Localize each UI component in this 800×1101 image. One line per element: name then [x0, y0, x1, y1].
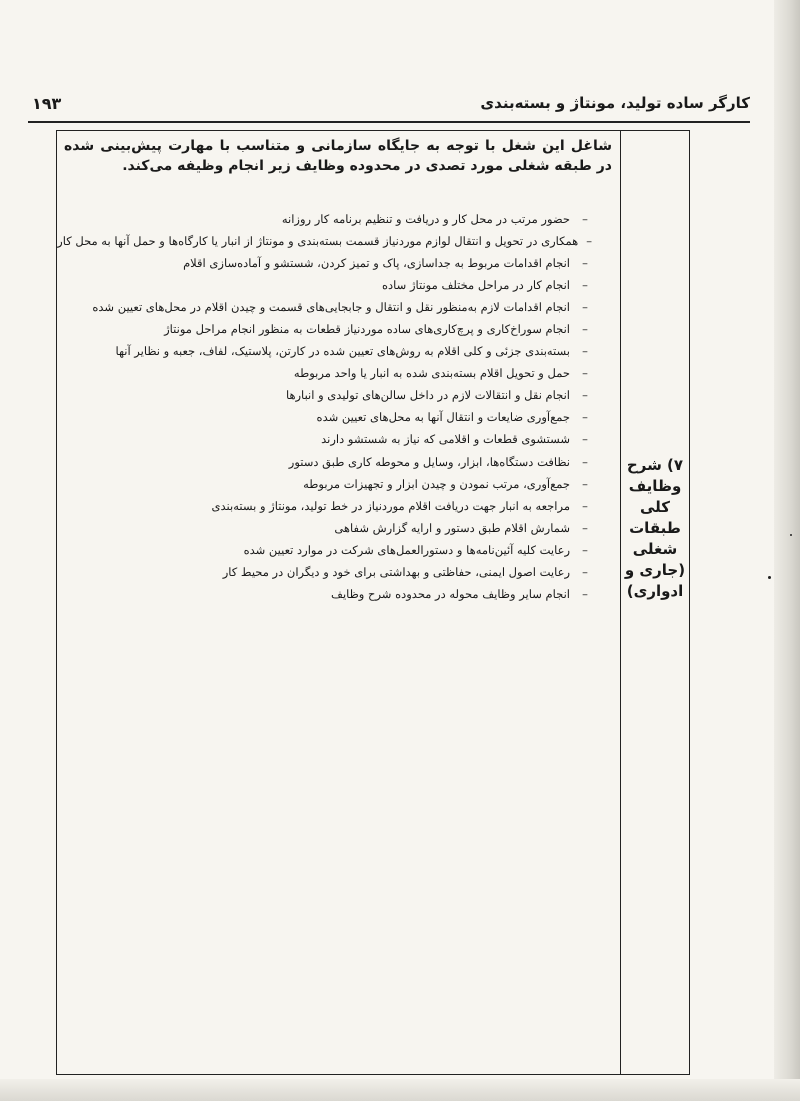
list-item [60, 340, 592, 362]
list-item [60, 274, 592, 296]
row-header-line: وظایف [628, 477, 682, 495]
list-item [60, 208, 592, 230]
duty-text: انجام اقدامات لازم به‌منظور نقل و انتقال و جابجایی‌های قسمت و چیدن اقلام در محل‌های تعیین شده [92, 300, 570, 315]
duty-text: انجام کار در مراحل مختلف مونتاژ ساده [382, 278, 570, 293]
bullet-dash: – [582, 212, 588, 226]
page-number: ۱۹۳ [32, 94, 62, 113]
duty-text: بسته‌بندی جزئی و کلی اقلام به روش‌های تعیین شده در کارتن، پلاستیک، لفاف، جعبه و نظایر آنها [115, 344, 570, 359]
duty-text: رعایت اصول ایمنی، حفاظتی و بهداشتی برای خود و دیگران در محیط کار [222, 564, 570, 579]
list-item [60, 495, 592, 517]
list-item [60, 252, 592, 274]
bullet-dash: – [582, 454, 588, 469]
list-item [60, 406, 592, 428]
bullet-dash: – [582, 476, 588, 491]
bullet-dash: – [582, 520, 588, 535]
bullet-dash: – [582, 366, 588, 381]
duty-text: مراجعه به انبار جهت دریافت اقلام موردنیاز در خط تولید، مونتاژ و بسته‌بندی [211, 498, 570, 513]
bullet-dash: – [586, 234, 592, 249]
duty-text: انجام سایر وظایف محوله در محدوده شرح وظایف [331, 586, 570, 601]
list-item [57, 230, 592, 252]
bullet-dash: – [582, 586, 588, 601]
duty-text: همکاری در تحویل و انتقال لوازم موردنیاز قسمت بسته‌بندی و مونتاژ از انبار یا کارگاه‌ها و حمل آنها به محل کار [57, 234, 579, 249]
list-item [60, 428, 592, 450]
list-item [60, 473, 592, 495]
bullet-dash: – [582, 278, 588, 293]
duty-text: جمع‌آوری، مرتب نمودن و چیدن ابزار و تجهیزات مربوطه [303, 476, 570, 491]
list-item [60, 539, 592, 561]
bullet-dash: – [582, 542, 588, 557]
list-item [60, 583, 592, 605]
row-header-job-duties [622, 455, 688, 602]
list-item [60, 362, 592, 384]
bullet-dash: – [582, 564, 588, 579]
duty-text: حضور مرتب در محل کار و دریافت و تنظیم برنامه کار روزانه [281, 212, 570, 226]
scan-shadow-right [774, 0, 800, 1101]
duty-text: حمل و تحویل اقلام بسته‌بندی شده به انبار یا واحد مربوطه [293, 366, 570, 381]
list-item [60, 384, 592, 406]
bullet-dash: – [582, 300, 588, 315]
duties-intro-paragraph: شاغل این شغل با توجه به جایگاه سازمانی و متناسب با مهارت پیش‌بینی شده در طبقه شغلی مورد تصدی در محدوده وظایف زیر انجام وظیفه می‌کند. [64, 138, 612, 174]
header-rule [28, 121, 750, 123]
bullet-dash: – [582, 410, 588, 425]
duty-text: جمع‌آوری ضایعات و انتقال آنها به محل‌های تعیین شده [316, 410, 570, 425]
row-header-line: طبقات [629, 519, 681, 537]
bullet-dash: – [582, 498, 588, 513]
duty-text: انجام اقدامات مربوط به جداسازی، پاک و تمیز کردن، شستشو و آماده‌سازی اقلام [183, 256, 570, 271]
list-item [60, 296, 592, 318]
duty-text: رعایت کلیه آئین‌نامه‌ها و دستورالعمل‌های شرکت در موارد تعیین شده [243, 542, 570, 557]
bullet-dash: – [582, 256, 588, 271]
row-header-line: شغلی [632, 540, 678, 558]
bullet-dash: – [582, 432, 588, 447]
scan-shadow-bottom [0, 1079, 800, 1101]
list-item [60, 318, 592, 340]
bullet-dash: – [582, 344, 588, 359]
row-header-line: کلی [639, 498, 671, 516]
scan-speck [790, 534, 792, 536]
list-item [60, 561, 592, 583]
table-column-divider [620, 130, 621, 1075]
list-item [60, 451, 592, 473]
scan-speck [768, 576, 771, 579]
row-header-line: (جاری و [624, 561, 686, 579]
page-header [28, 92, 752, 118]
list-item [60, 517, 592, 539]
row-header-line: ۷) شرح [626, 456, 684, 474]
duty-text: نظافت دستگاه‌ها، ابزار، وسایل و محوطه کاری طبق دستور [288, 454, 570, 469]
duty-text: انجام نقل و انتقالات لازم در داخل سالن‌های تولیدی و انبارها [285, 388, 570, 403]
header-title: کارگر ساده تولید، مونتاژ و بسته‌بندی [480, 94, 750, 112]
bullet-dash: – [582, 388, 588, 403]
row-header-line: ادواری) [626, 582, 684, 600]
duty-text: شستشوی قطعات و اقلامی که نیاز به شستشو دارند [321, 432, 570, 447]
bullet-dash: – [582, 322, 588, 337]
duty-text: انجام سوراخ‌کاری و پرچ‌کاری‌های ساده موردنیاز قطعات به منظور انجام مراحل مونتاژ [164, 322, 570, 337]
duties-list [57, 208, 592, 605]
duty-text: شمارش اقلام طبق دستور و ارایه گزارش شفاهی [334, 520, 570, 535]
